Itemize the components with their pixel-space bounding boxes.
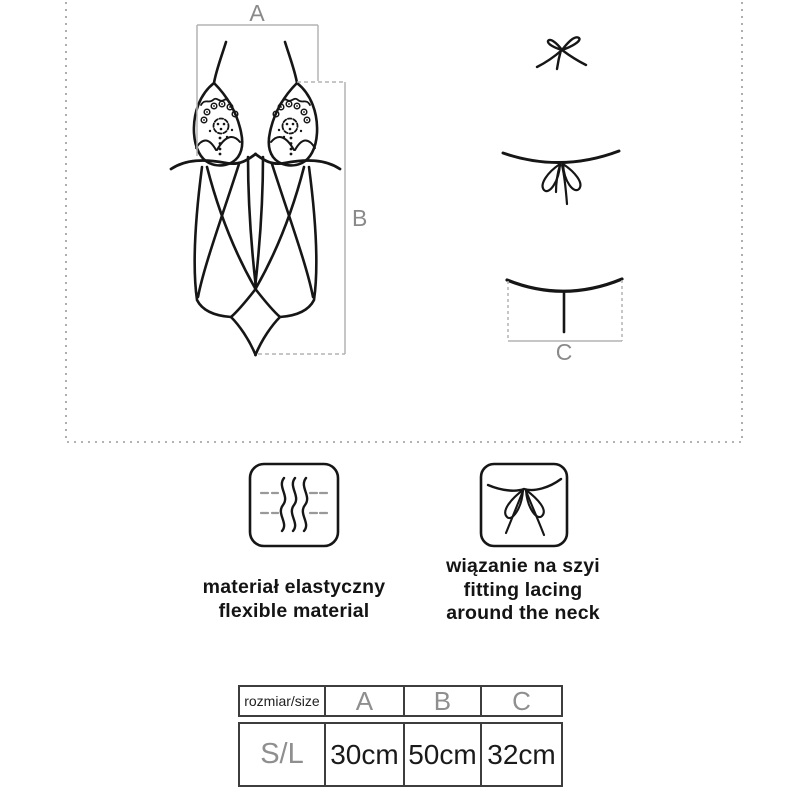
value-b-cell: 50cm [405,724,482,785]
size-table-header-b: B [405,687,482,715]
dimension-c-label: C [555,339,573,365]
dimension-b-label: B [352,205,368,231]
size-table [238,685,563,787]
size-table-header-c: C [512,687,531,715]
neck-tie-bow-illustration [537,37,586,69]
neck-lacing-caption [408,555,638,626]
stretch-material-icon [250,464,338,546]
stretch-material-caption [179,576,409,623]
size-table-header-size: rozmiar/size [240,687,326,715]
caption-line: fitting lacing [463,578,583,601]
value-a-cell: 30cm [326,724,405,785]
caption-line: around the neck [446,602,600,624]
dotted-frame [66,0,742,442]
size-cell: S/L [240,724,326,785]
caption-line: wiązanie na szyi [446,555,600,577]
dimension-a [197,25,318,156]
back-tie-bow-illustration [503,151,619,204]
caption-line: materiał elastyczny [202,576,386,598]
size-table-header-row [238,685,563,717]
size-table-row [238,722,563,787]
neck-lacing-icon [481,464,567,546]
value-c-cell: 32cm [487,738,556,770]
size-table-header-a: A [326,687,405,715]
dimension-a-label: A [249,0,265,26]
caption-line: flexible material [218,599,370,622]
bottom-edge-illustration [507,279,622,332]
